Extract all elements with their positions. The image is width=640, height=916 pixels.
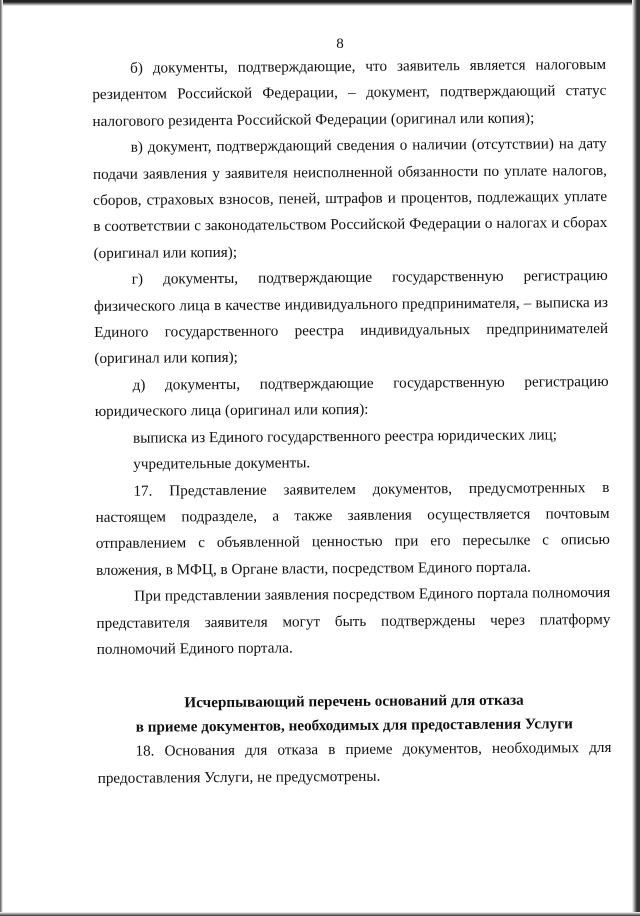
paragraph-b-tax-resident: б) документы, подтверждающие, что заявитель является налоговым резидентом Российской Федерации, – документ, подтверждающий статус налогового резидента Российской Федерации (оригинал или копия); — [92, 55, 607, 130]
scan-border-bottom — [0, 912, 640, 916]
section-spacer — [97, 659, 611, 689]
scan-border-right — [632, 0, 640, 916]
section-heading-line-1: Исчерпывающий перечень оснований для отказа — [184, 691, 524, 712]
scan-border-left — [0, 0, 3, 916]
paragraph-g-entrepreneur-registration: г) документы, подтверждающие государственную регистрацию физического лица в качестве индивидуального предпринимателя, – выписка из Единого государственного реестра индивидуальных предпринимателей (оригинал или копия); — [93, 267, 609, 368]
list-item-founding-documents: учредительные документы. — [133, 454, 311, 473]
section-heading-line-2: в приеме документов, необходимых для предоставления Услуги — [135, 715, 573, 737]
paragraph-d-legal-entity-registration: д) документы, подтверждающие государственную регистрацию юридического лица (оригинал или копия): — [94, 372, 609, 421]
paragraph-17-submission: 17. Представление заявителем документов, предусмотренных в настоящем подразделе, а также заявления осуществляется почтовым отправлением с объявленной ценностью при его пересылке с описью вложения, в МФЦ, в Органе власти, посредством Единого портала. — [95, 478, 610, 579]
scan-border-top — [0, 0, 640, 6]
section-heading — [97, 685, 611, 737]
paragraph-v-tax-obligations: в) документ, подтверждающий сведения о наличии (отсутствии) на дату подачи заявления у заявителя неисполненной обязанности по уплате налогов, сборов, страховых взносов, пеней, штрафов и процентов, подлежащих уплате в соответствии с законодательством Российской Федерации о налогах и сборах (оригинал или копия); — [92, 135, 608, 262]
paragraph-representative-authority: При представлении заявления посредством Единого портала полномочия представителя заявителя могут быть подтверждены через платформу полномочий Единого портала. — [96, 584, 611, 658]
page-number: 8 — [336, 36, 344, 52]
document-body — [92, 52, 612, 792]
list-item-legal-entities-extract: выписка из Единого государственного реестра юридических лиц; — [132, 426, 558, 447]
paragraph-18-refusal-grounds: 18. Основания для отказа в приеме документов, необходимых для предоставления Услуги, не предусмотрены. — [97, 739, 612, 787]
